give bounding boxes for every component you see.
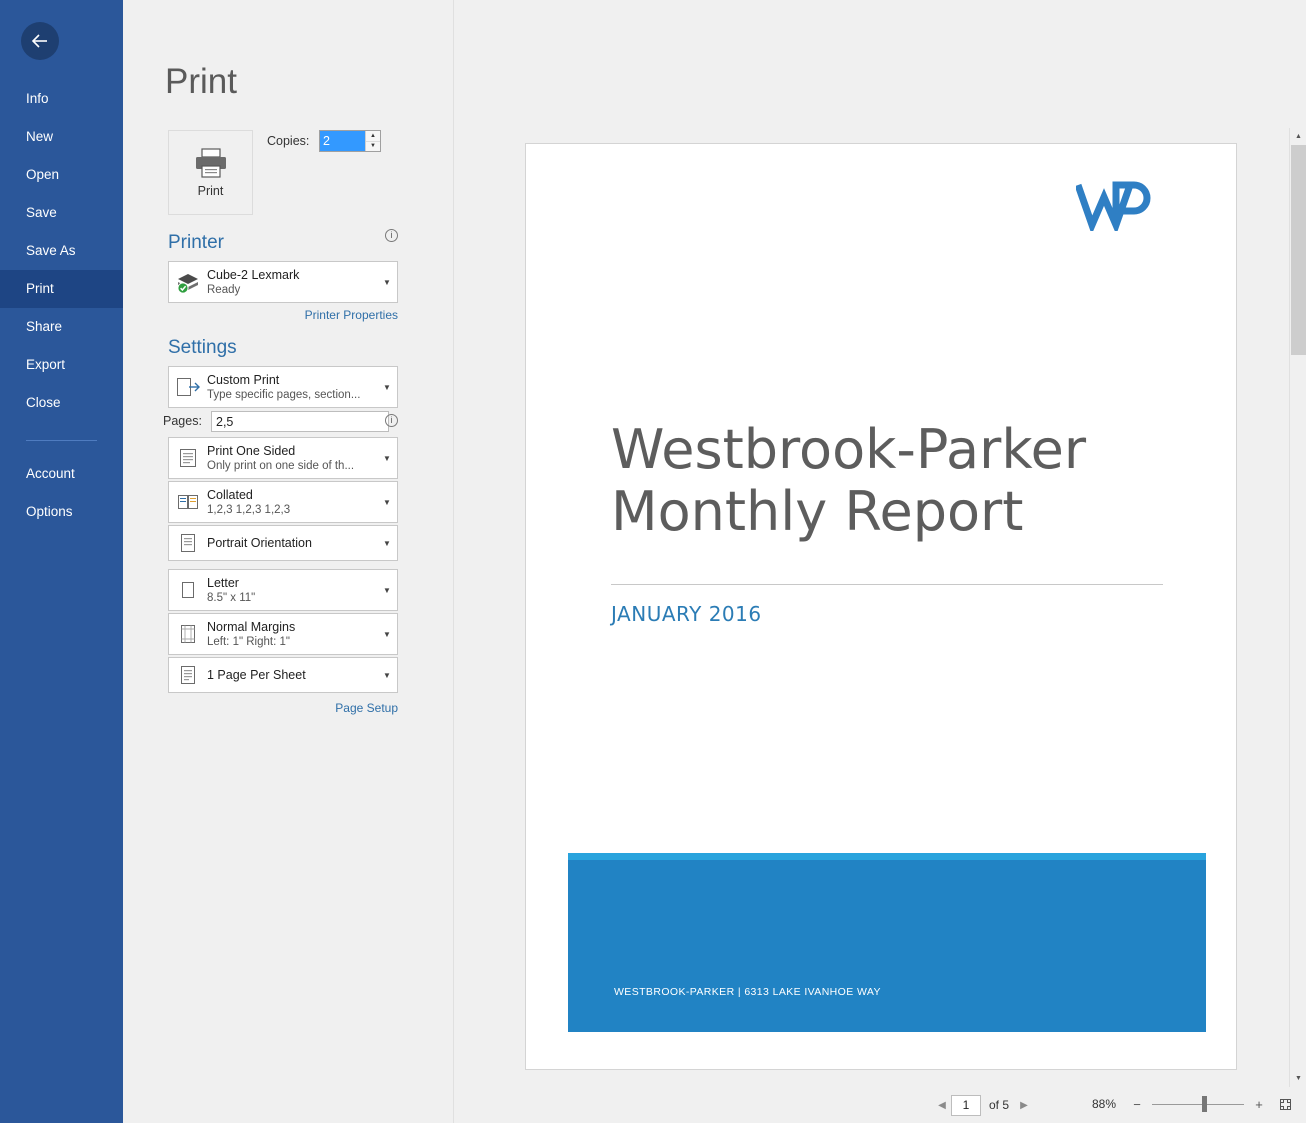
custom-print-glyph bbox=[175, 376, 201, 398]
orientation-icon bbox=[169, 532, 207, 554]
zoom-controls bbox=[1092, 1093, 1296, 1115]
paper-size-glyph bbox=[177, 579, 199, 601]
paper-size-title: Letter bbox=[207, 576, 239, 590]
page-total-label: of 5 bbox=[989, 1098, 1010, 1112]
sidebar-item-close[interactable]: Close bbox=[26, 395, 61, 410]
zoom-slider[interactable] bbox=[1152, 1093, 1244, 1115]
sidebar-item-share[interactable]: Share bbox=[26, 319, 63, 334]
paper-size-text bbox=[207, 576, 377, 604]
sidebar-item-options[interactable]: Options bbox=[26, 504, 73, 519]
collated-icon bbox=[169, 491, 207, 513]
sidebar-item-print[interactable]: Print bbox=[0, 270, 123, 308]
collation-select[interactable] bbox=[168, 481, 398, 523]
printer-properties-link[interactable]: Printer Properties bbox=[304, 308, 398, 322]
sidebar-item-account[interactable]: Account bbox=[26, 466, 75, 481]
paper-size-desc: 8.5" x 11" bbox=[207, 592, 256, 604]
zoom-level-label[interactable]: 88% bbox=[1091, 1097, 1116, 1111]
chevron-down-icon[interactable]: ▼ bbox=[383, 277, 391, 287]
page-title: Print bbox=[165, 62, 237, 101]
pages-label: Pages: bbox=[163, 414, 202, 428]
pages-per-sheet-icon bbox=[169, 664, 207, 686]
orientation-glyph bbox=[177, 532, 199, 554]
scroll-down-icon[interactable]: ▼ bbox=[1290, 1070, 1306, 1087]
sidebar-item-open[interactable]: Open bbox=[26, 167, 60, 182]
margins-select[interactable] bbox=[168, 613, 398, 655]
chevron-down-icon[interactable]: ▼ bbox=[383, 670, 391, 680]
document-subtitle: JANUARY 2016 bbox=[611, 602, 762, 626]
custom-print-icon bbox=[169, 376, 207, 398]
pages-per-sheet-glyph bbox=[177, 664, 199, 686]
chevron-down-icon[interactable]: ▼ bbox=[383, 382, 391, 392]
sidebar-item-save-as[interactable]: Save As bbox=[26, 243, 76, 258]
print-button[interactable] bbox=[168, 130, 253, 215]
page-navigation bbox=[933, 1094, 1033, 1116]
zoom-slider-track bbox=[1152, 1104, 1244, 1105]
printer-device-glyph bbox=[175, 270, 201, 294]
printer-name: Cube-2 Lexmark bbox=[207, 268, 300, 282]
printer-icon bbox=[194, 148, 228, 178]
zoom-out-button[interactable]: − bbox=[1133, 1096, 1141, 1112]
orientation-text bbox=[207, 536, 377, 550]
collation-desc: 1,2,3 1,2,3 1,2,3 bbox=[207, 504, 291, 516]
print-sides-desc: Only print on one side of th... bbox=[207, 460, 355, 472]
paper-size-select[interactable] bbox=[168, 569, 398, 611]
chevron-down-icon[interactable]: ▼ bbox=[383, 453, 391, 463]
sidebar-divider bbox=[26, 440, 97, 441]
sidebar-item-new[interactable]: New bbox=[26, 129, 54, 144]
printer-select[interactable] bbox=[168, 261, 398, 303]
margins-text bbox=[207, 620, 377, 648]
printer-text bbox=[207, 268, 377, 296]
chevron-down-icon[interactable]: ▼ bbox=[383, 629, 391, 639]
sidebar-item-info[interactable]: Info bbox=[26, 91, 49, 106]
chevron-down-icon[interactable]: ▼ bbox=[383, 538, 391, 548]
margins-title: Normal Margins bbox=[207, 620, 296, 634]
sidebar-item-save[interactable]: Save bbox=[26, 205, 57, 220]
copies-input[interactable] bbox=[320, 131, 365, 151]
copies-stepper[interactable] bbox=[319, 130, 381, 152]
settings-section-title: Settings bbox=[168, 337, 237, 358]
margins-desc: Left: 1" Right: 1" bbox=[207, 636, 290, 648]
collation-title: Collated bbox=[207, 488, 253, 502]
copies-label: Copies: bbox=[267, 134, 310, 148]
print-sides-title: Print One Sided bbox=[207, 444, 296, 458]
margins-glyph bbox=[177, 623, 199, 645]
scroll-up-icon[interactable]: ▲ bbox=[1290, 128, 1306, 145]
collated-glyph bbox=[176, 491, 200, 513]
orientation-title: Portrait Orientation bbox=[207, 536, 312, 550]
backstage-nav-items bbox=[0, 80, 123, 531]
backstage-navigation bbox=[0, 0, 123, 1123]
one-sided-icon bbox=[169, 447, 207, 469]
pages-per-sheet-select[interactable] bbox=[168, 657, 398, 693]
zoom-slider-thumb[interactable] bbox=[1202, 1096, 1207, 1112]
collation-text bbox=[207, 488, 377, 516]
print-settings-pane bbox=[123, 0, 453, 1123]
print-preview-area bbox=[453, 0, 1306, 1123]
document-footer-text: WESTBROOK-PARKER | 6313 LAKE IVANHOE WAY bbox=[614, 986, 881, 998]
zoom-in-button[interactable]: + bbox=[1255, 1096, 1263, 1112]
pages-per-sheet-text bbox=[207, 668, 377, 682]
print-range-select[interactable] bbox=[168, 366, 398, 408]
document-page-preview[interactable] bbox=[526, 144, 1236, 1069]
document-title-rule bbox=[611, 584, 1163, 585]
print-sides-text bbox=[207, 444, 377, 472]
previous-page-icon[interactable]: ◀ bbox=[938, 1099, 946, 1111]
pages-info-icon[interactable]: i bbox=[385, 414, 398, 427]
preview-scrollbar[interactable] bbox=[1289, 128, 1306, 1087]
back-arrow-icon bbox=[30, 31, 50, 51]
print-range-text bbox=[207, 373, 377, 401]
zoom-to-page-glyph bbox=[1278, 1097, 1293, 1112]
scrollbar-thumb[interactable] bbox=[1291, 145, 1306, 355]
copies-decrement-button[interactable]: ▼ bbox=[366, 142, 380, 152]
printer-status: Ready bbox=[207, 284, 241, 296]
paper-size-icon bbox=[169, 579, 207, 601]
orientation-select[interactable] bbox=[168, 525, 398, 561]
wp-logo-icon bbox=[1076, 179, 1196, 231]
chevron-down-icon[interactable]: ▼ bbox=[383, 585, 391, 595]
back-button[interactable] bbox=[21, 22, 59, 60]
pages-per-sheet-title: 1 Page Per Sheet bbox=[207, 668, 306, 682]
next-page-icon[interactable]: ▶ bbox=[1020, 1099, 1028, 1111]
printer-info-icon[interactable]: i bbox=[385, 229, 398, 242]
chevron-down-icon[interactable]: ▼ bbox=[383, 497, 391, 507]
zoom-to-page-icon[interactable] bbox=[1274, 1093, 1296, 1115]
pages-input[interactable] bbox=[211, 411, 389, 432]
document-footer-band bbox=[568, 853, 1206, 1032]
print-range-title: Custom Print bbox=[207, 373, 280, 387]
print-range-desc: Type specific pages, section... bbox=[207, 389, 361, 401]
print-button-label: Print bbox=[197, 183, 224, 198]
copies-increment-button[interactable]: ▲ bbox=[366, 131, 380, 142]
printer-device-icon bbox=[169, 270, 207, 294]
current-page-input[interactable] bbox=[951, 1095, 981, 1116]
page-setup-link[interactable]: Page Setup bbox=[335, 701, 398, 715]
document-title: Westbrook-Parker Monthly Report bbox=[611, 418, 1087, 543]
print-sides-select[interactable] bbox=[168, 437, 398, 479]
sidebar-item-export[interactable]: Export bbox=[26, 357, 66, 372]
one-sided-glyph bbox=[177, 447, 199, 469]
copies-spinner[interactable] bbox=[365, 131, 380, 151]
printer-section-title: Printer bbox=[168, 232, 224, 253]
preview-status-bar bbox=[907, 1087, 1306, 1123]
margins-icon bbox=[169, 623, 207, 645]
